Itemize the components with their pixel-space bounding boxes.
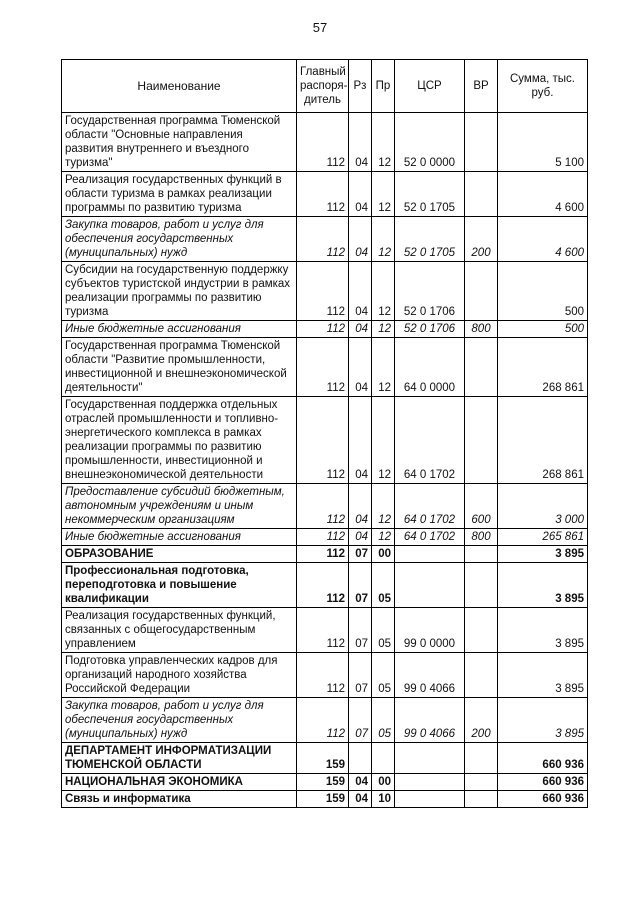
cell-vr <box>465 608 498 653</box>
cell-csr: 64 0 1702 <box>395 484 465 529</box>
cell-csr: 64 0 1702 <box>395 529 465 546</box>
page-number: 57 <box>312 20 328 35</box>
cell-sum: 3 895 <box>498 546 588 563</box>
cell-vr: 200 <box>465 217 498 262</box>
cell-pr: 12 <box>372 262 395 321</box>
cell-vr <box>465 743 498 774</box>
cell-pr: 12 <box>372 397 395 484</box>
cell-pr: 12 <box>372 338 395 397</box>
cell-sum: 4 600 <box>498 217 588 262</box>
cell-rz: 04 <box>349 338 372 397</box>
cell-sum: 4 600 <box>498 172 588 217</box>
cell-vr <box>465 172 498 217</box>
cell-sum: 660 936 <box>498 743 588 774</box>
cell-name: Реализация государственных функций, связанных с общегосударственным управлением <box>62 608 297 653</box>
cell-name: Иные бюджетные ассигнования <box>62 529 297 546</box>
cell-csr: 64 0 1702 <box>395 397 465 484</box>
cell-name: ДЕПАРТАМЕНТ ИНФОРМАТИЗАЦИИ ТЮМЕНСКОЙ ОБЛАСТИ <box>62 743 297 774</box>
cell-pr: 10 <box>372 791 395 808</box>
cell-admin: 112 <box>297 608 349 653</box>
budget-table <box>61 59 588 808</box>
cell-admin: 159 <box>297 743 349 774</box>
cell-rz: 04 <box>349 217 372 262</box>
cell-rz: 07 <box>349 546 372 563</box>
header-name: Наименование <box>62 60 297 113</box>
cell-sum: 3 000 <box>498 484 588 529</box>
cell-sum: 660 936 <box>498 774 588 791</box>
cell-name: Государственная поддержка отдельных отраслей промышленности и топливно-энергетического комплекса в рамках реализации программы по развитию промышленности, инвестиционной и внешнеэкономической деятельности <box>62 397 297 484</box>
cell-sum: 5 100 <box>498 113 588 172</box>
cell-admin: 112 <box>297 113 349 172</box>
table-row <box>62 653 588 698</box>
cell-sum: 660 936 <box>498 791 588 808</box>
cell-vr: 600 <box>465 484 498 529</box>
cell-vr <box>465 774 498 791</box>
cell-vr <box>465 563 498 608</box>
cell-name: Закупка товаров, работ и услуг для обеспечения государственных (муниципальных) нужд <box>62 698 297 743</box>
cell-pr: 12 <box>372 529 395 546</box>
cell-name: Связь и информатика <box>62 791 297 808</box>
cell-csr: 52 0 1706 <box>395 321 465 338</box>
cell-vr <box>465 397 498 484</box>
cell-rz: 04 <box>349 529 372 546</box>
cell-admin: 112 <box>297 321 349 338</box>
cell-rz: 04 <box>349 397 372 484</box>
cell-name: Государственная программа Тюменской области "Основные направления развития внутреннего и въездного туризма" <box>62 113 297 172</box>
cell-sum: 268 861 <box>498 397 588 484</box>
cell-name: Иные бюджетные ассигнования <box>62 321 297 338</box>
cell-sum: 268 861 <box>498 338 588 397</box>
cell-admin: 112 <box>297 653 349 698</box>
table-row <box>62 608 588 653</box>
cell-sum: 3 895 <box>498 563 588 608</box>
cell-name: Предоставление субсидий бюджетным, автономным учреждениям и иным некоммерческим организациям <box>62 484 297 529</box>
table-header-row <box>62 60 588 113</box>
table-row <box>62 529 588 546</box>
cell-sum: 265 861 <box>498 529 588 546</box>
cell-csr <box>395 791 465 808</box>
cell-pr: 12 <box>372 484 395 529</box>
cell-admin: 159 <box>297 774 349 791</box>
table-row <box>62 484 588 529</box>
header-admin: Главный распоря-дитель <box>297 60 349 113</box>
cell-sum: 3 895 <box>498 608 588 653</box>
cell-rz: 04 <box>349 774 372 791</box>
cell-name: ОБРАЗОВАНИЕ <box>62 546 297 563</box>
cell-admin: 112 <box>297 338 349 397</box>
cell-sum: 500 <box>498 262 588 321</box>
cell-rz: 04 <box>349 262 372 321</box>
cell-csr <box>395 546 465 563</box>
cell-vr: 800 <box>465 529 498 546</box>
cell-csr: 52 0 1706 <box>395 262 465 321</box>
table-row <box>62 397 588 484</box>
cell-name: Закупка товаров, работ и услуг для обеспечения государственных (муниципальных) нужд <box>62 217 297 262</box>
cell-csr: 52 0 1705 <box>395 172 465 217</box>
cell-csr: 64 0 0000 <box>395 338 465 397</box>
cell-admin: 112 <box>297 397 349 484</box>
table-row <box>62 262 588 321</box>
header-vr: ВР <box>465 60 498 113</box>
header-rz: Рз <box>349 60 372 113</box>
table-row <box>62 563 588 608</box>
cell-vr: 800 <box>465 321 498 338</box>
cell-csr: 99 0 4066 <box>395 653 465 698</box>
table-row <box>62 338 588 397</box>
table-row <box>62 774 588 791</box>
table-row <box>62 546 588 563</box>
cell-sum: 500 <box>498 321 588 338</box>
header-csr: ЦСР <box>395 60 465 113</box>
cell-csr: 52 0 1705 <box>395 217 465 262</box>
cell-name: Государственная программа Тюменской области "Развитие промышленности, инвестиционной и внешнеэкономической деятельности" <box>62 338 297 397</box>
table-row <box>62 791 588 808</box>
cell-csr: 52 0 0000 <box>395 113 465 172</box>
cell-pr: 12 <box>372 172 395 217</box>
cell-pr: 00 <box>372 774 395 791</box>
cell-name: Субсидии на государственную поддержку субъектов туристской индустрии в рамках реализации программы по развитию туризма <box>62 262 297 321</box>
cell-pr: 12 <box>372 321 395 338</box>
cell-rz: 04 <box>349 791 372 808</box>
cell-name: Профессиональная подготовка, переподготовка и повышение квалификации <box>62 563 297 608</box>
cell-csr <box>395 743 465 774</box>
cell-rz: 07 <box>349 653 372 698</box>
cell-name: Реализация государственных функций в области туризма в рамках реализации программы по развитию туризма <box>62 172 297 217</box>
table-row <box>62 113 588 172</box>
cell-pr: 05 <box>372 563 395 608</box>
cell-rz: 04 <box>349 321 372 338</box>
table-row <box>62 743 588 774</box>
cell-rz: 04 <box>349 172 372 217</box>
table-row <box>62 321 588 338</box>
cell-sum: 3 895 <box>498 653 588 698</box>
cell-name: Подготовка управленческих кадров для организаций народного хозяйства Российской Федерации <box>62 653 297 698</box>
cell-admin: 112 <box>297 529 349 546</box>
table-row <box>62 217 588 262</box>
cell-pr: 05 <box>372 653 395 698</box>
table-body <box>62 113 588 808</box>
cell-vr <box>465 338 498 397</box>
cell-csr <box>395 563 465 608</box>
cell-csr: 99 0 4066 <box>395 698 465 743</box>
cell-rz: 07 <box>349 698 372 743</box>
cell-rz <box>349 743 372 774</box>
cell-vr <box>465 791 498 808</box>
cell-vr: 200 <box>465 698 498 743</box>
cell-admin: 112 <box>297 484 349 529</box>
cell-csr <box>395 774 465 791</box>
cell-pr: 12 <box>372 217 395 262</box>
cell-pr: 12 <box>372 113 395 172</box>
cell-vr <box>465 262 498 321</box>
header-sum: Сумма, тыс. руб. <box>498 60 588 113</box>
cell-admin: 112 <box>297 698 349 743</box>
cell-rz: 04 <box>349 113 372 172</box>
cell-admin: 159 <box>297 791 349 808</box>
cell-admin: 112 <box>297 217 349 262</box>
header-pr: Пр <box>372 60 395 113</box>
cell-name: НАЦИОНАЛЬНАЯ ЭКОНОМИКА <box>62 774 297 791</box>
table-row <box>62 698 588 743</box>
cell-vr <box>465 653 498 698</box>
cell-pr: 05 <box>372 608 395 653</box>
cell-admin: 112 <box>297 546 349 563</box>
cell-pr: 00 <box>372 546 395 563</box>
cell-vr <box>465 546 498 563</box>
cell-csr: 99 0 0000 <box>395 608 465 653</box>
cell-rz: 04 <box>349 484 372 529</box>
cell-admin: 112 <box>297 563 349 608</box>
cell-vr <box>465 113 498 172</box>
table-row <box>62 172 588 217</box>
cell-rz: 07 <box>349 563 372 608</box>
cell-sum: 3 895 <box>498 698 588 743</box>
cell-admin: 112 <box>297 172 349 217</box>
cell-rz: 07 <box>349 608 372 653</box>
cell-pr <box>372 743 395 774</box>
cell-admin: 112 <box>297 262 349 321</box>
cell-pr: 05 <box>372 698 395 743</box>
